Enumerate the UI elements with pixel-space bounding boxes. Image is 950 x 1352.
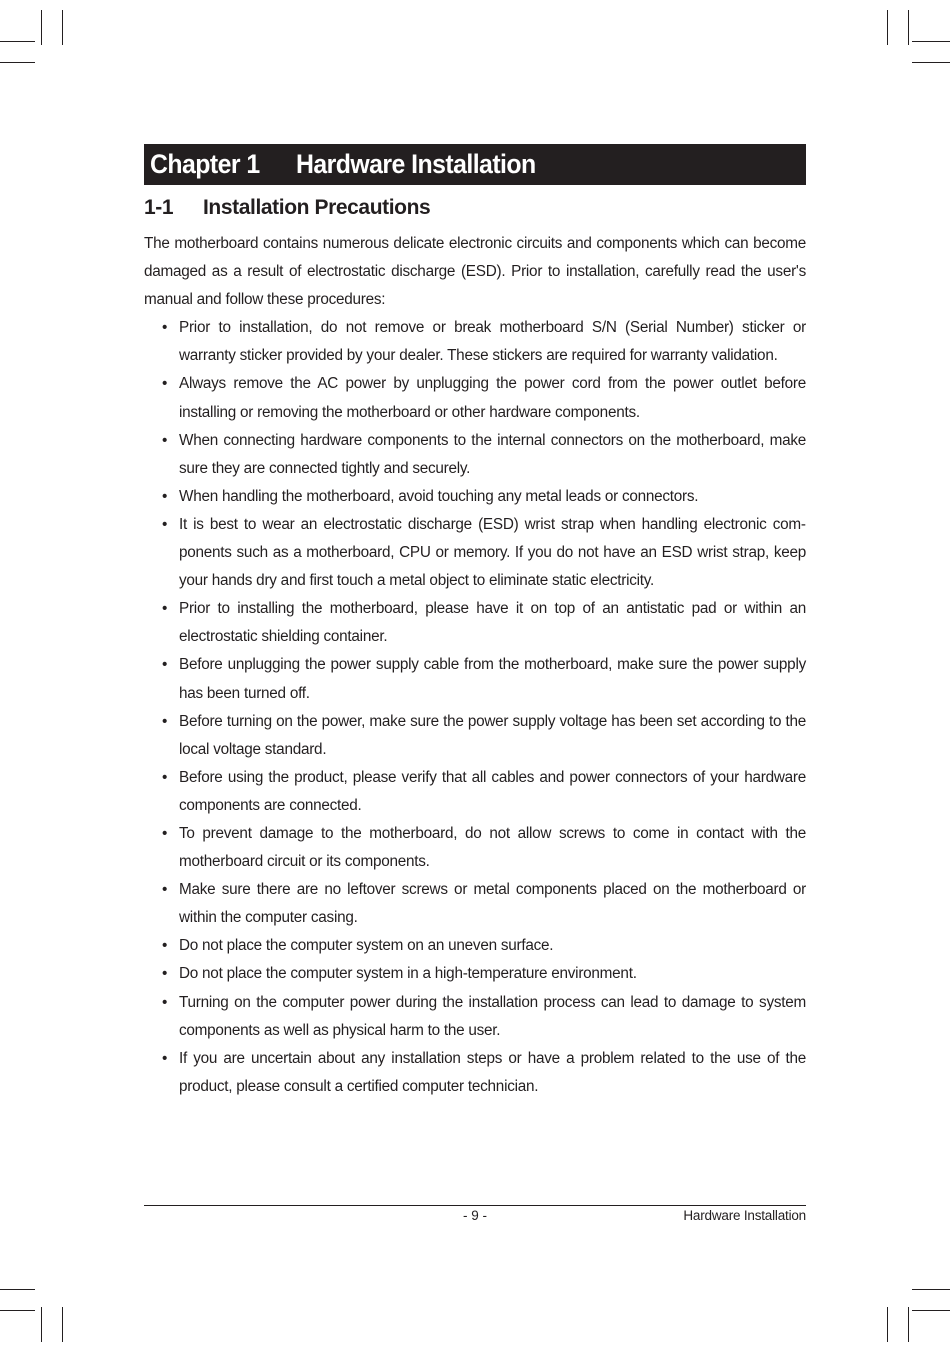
page-number: - 9 - <box>462 1208 487 1223</box>
list-item: • Do not place the computer system on an uneven surface. <box>144 932 806 960</box>
page-body <box>144 230 806 1101</box>
crop-mark <box>887 10 888 45</box>
crop-mark <box>0 62 35 63</box>
crop-mark <box>62 1307 63 1342</box>
intro-paragraph: The motherboard contains numerous delicate electronic circuits and components which can become damaged as a result of electrostatic discharge (ESD). Prior to installation, carefully read the user's manual and follow these procedures: <box>144 235 806 309</box>
crop-mark <box>908 10 909 45</box>
crop-mark <box>912 62 950 63</box>
precaution-list <box>144 314 806 1101</box>
section-number: 1-1 <box>144 196 174 219</box>
list-item: • It is best to wear an electrostatic discharge (ESD) wrist strap when handling electronic components such as a motherboard, CPU or memory. If you do not have an ESD wrist strap, keep your hands dry and first touch a metal object to eliminate static electricity. <box>144 511 806 595</box>
section-heading <box>144 196 430 220</box>
chapter-title: Hardware Installation <box>296 149 536 179</box>
crop-mark <box>0 41 35 42</box>
footer-section-title: Hardware Installation <box>683 1208 806 1223</box>
crop-mark <box>912 41 950 42</box>
crop-mark <box>0 1310 35 1311</box>
list-item: • Turning on the computer power during the installation process can lead to damage to system components as well as physical harm to the user. <box>144 989 806 1045</box>
list-item: • Before using the product, please verify that all cables and power connectors of your hardware components are connected. <box>144 764 806 820</box>
crop-mark <box>62 10 63 45</box>
list-item: • When connecting hardware components to the internal connectors on the motherboard, make sure they are connected tightly and securely. <box>144 427 806 483</box>
section-title: Installation Precautions <box>203 196 431 219</box>
list-item: • Prior to installing the motherboard, please have it on top of an antistatic pad or within an electrostatic shielding container. <box>144 595 806 651</box>
crop-mark <box>908 1307 909 1342</box>
crop-mark <box>912 1289 950 1290</box>
list-item: • To prevent damage to the motherboard, do not allow screws to come in contact with the motherboard circuit or its components. <box>144 820 806 876</box>
crop-mark <box>0 1289 35 1290</box>
crop-mark <box>41 10 42 45</box>
crop-mark <box>912 1310 950 1311</box>
list-item: • Always remove the AC power by unplugging the power cord from the power outlet before installing or removing the motherboard or other hardware components. <box>144 370 806 426</box>
footer-rule <box>144 1205 806 1206</box>
chapter-number: Chapter 1 <box>150 149 260 179</box>
list-item: • Do not place the computer system in a high-temperature environment. <box>144 960 806 988</box>
list-item: • Make sure there are no leftover screws or metal components placed on the motherboard or within the computer casing. <box>144 876 806 932</box>
chapter-header <box>144 144 806 185</box>
crop-mark <box>41 1307 42 1342</box>
list-item: • Before unplugging the power supply cable from the motherboard, make sure the power supply has been turned off. <box>144 651 806 707</box>
list-item: • When handling the motherboard, avoid touching any metal leads or connectors. <box>144 483 806 511</box>
list-item: • Before turning on the power, make sure the power supply voltage has been set according to the local voltage standard. <box>144 708 806 764</box>
list-item: • Prior to installation, do not remove or break motherboard S/N (Serial Number) sticker or warranty sticker provided by your dealer. These stickers are required for warranty validation. <box>144 314 806 370</box>
crop-mark <box>887 1307 888 1342</box>
list-item: • If you are uncertain about any installation steps or have a problem related to the use of the product, please consult a certified computer technician. <box>144 1045 806 1101</box>
